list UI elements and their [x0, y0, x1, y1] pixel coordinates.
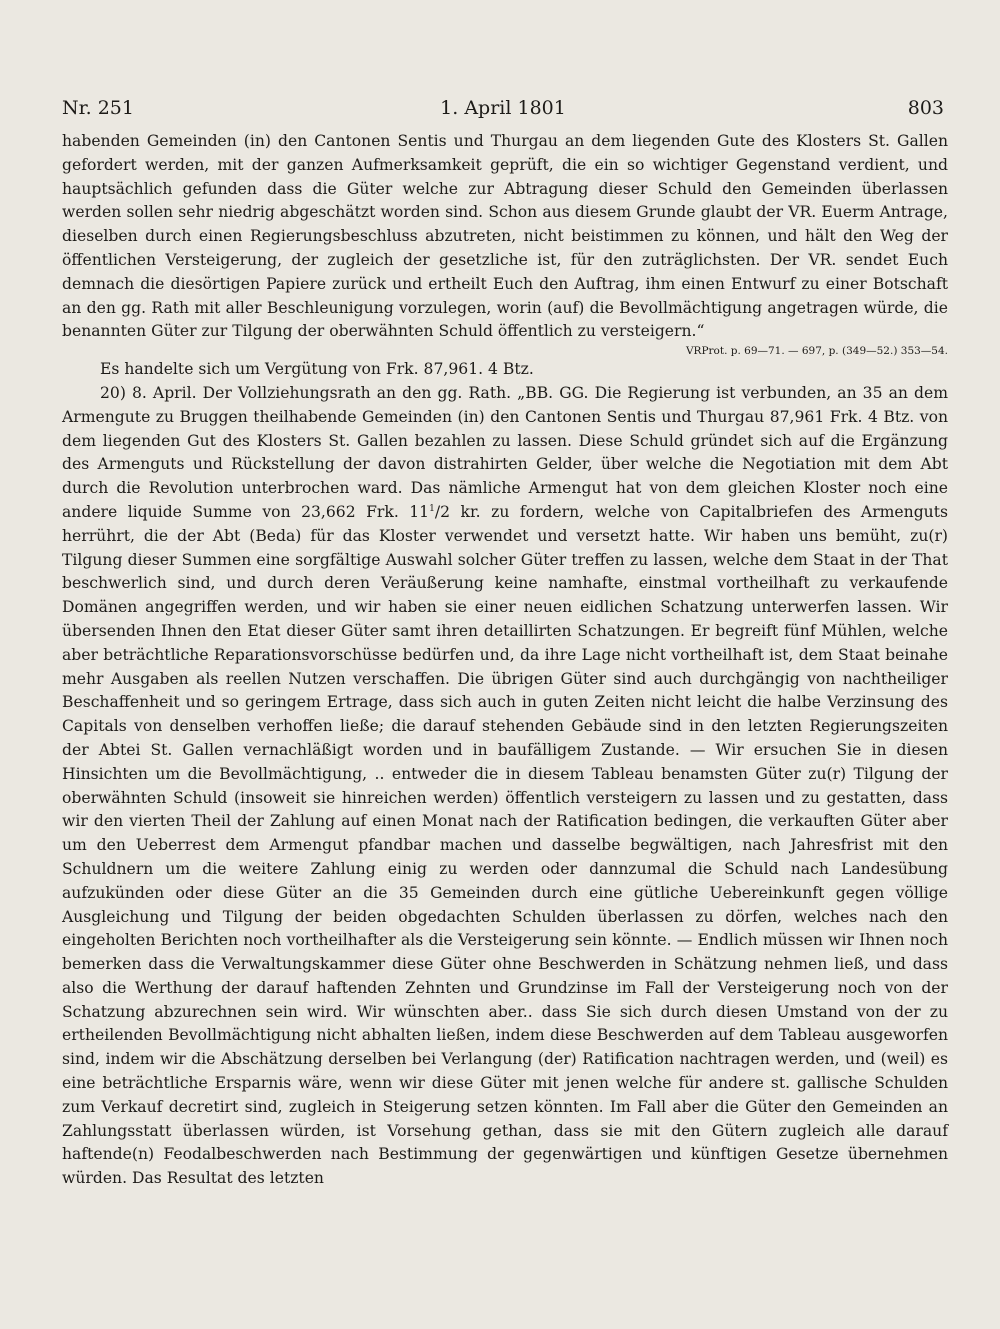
- paragraph-3: [62, 382, 948, 1191]
- paragraph-2: Es handelte sich um Vergütung von Frk. 87,961. 4 Btz.: [100, 360, 534, 379]
- paragraph-3-text-b: /2 kr. zu fordern, welche von Capitalbriefen des Armenguts herrührt, die der Abt (Beda) für das Kloster verwendet und versetzt hatte. Wir haben uns bemüht, zu(r) Tilgung dieser Summen eine sorgfältige Auswahl solcher Güter treffen zu lassen, welche dem Staat in der That beschwerlich sind, und durch deren Veräußerung keine namhafte, einstmal vortheilhaft zu verkaufende Domänen angegriffen werden, und wir haben sie einer neuen eidlichen Schatzung unterwerfen lassen. Wir übersenden Ihnen den Etat dieser Güter samt ihren detaillirten Schatzungen. Er begreift fünf Mühlen, welche aber beträchtliche Reparationsvorschüsse bedürfen und, da ihre Lage nicht vortheilhaft ist, dem Staat beinahe mehr Ausgaben als reellen Nutzen verschaffen. Die übrigen Güter sind auch durchgängig von nachtheiliger Beschaffenheit und so geringem Ertrage, dass sich auch in guten Zeiten nicht leicht die halbe Verzinsung des Capitals von denselben verhoffen ließe; die darauf stehenden Gebäude sind in den letzten Regierungszeiten der Abtei St. Gallen vernachläßigt worden und in baufälligem Zustande. — Wir ersuchen Sie in diesen Hinsichten um die Bevollmächtigung, .. entweder die in diesem Tableau benamsten Güter zu(r) Tilgung der oberwähnten Schuld (insoweit sie hinreichen werden) öffentlich versteigern zu lassen und zu gestatten, dass wir den vierten Theil der Zahlung auf einen Monat nach der Ratification bedingen, die verkauften Güter aber um den Ueberrest dem Armengut pfandbar machen und dasselbe begwältigen, nach Jahresfrist mit den Schuldnern um die weitere Zahlung einig zu werden oder dannzumal die Schuld nach Landesübung aufzukünden oder diese Güter an die 35 Gemeinden durch eine gütliche Uebereinkunft gegen völlige Ausgleichung und Tilgung der beiden obgedachten Schulden überlassen zu dörfen, welches nach den eingeholten Berichten noch vortheilhafter als die Versteigerung sein könnte. — Endlich müssen wir Ihnen noch bemerken dass die Verwaltungskammer diese Güter ohne Beschwerden in Schätzung nehmen ließ, und dass also die Werthung der darauf haftenden Zehnten und Grundzinse im Fall der Versteigerung noch von der Schatzung abzurechnen sein wird. Wir wünschten aber.. dass Sie sich durch diesen Umstand von der zu ertheilenden Bevollmächtigung nicht abhalten ließen, indem diese Beschwerden auf dem Tableau ausgeworfen sind, indem wir die Abschätzung derselben bei Verlangung (der) Ratification nachtragen werden, und (weil) es eine beträchtliche Ersparnis wäre, wenn wir diese Güter mit jenen welche für andere st. gallische Schulden zum Verkauf decretirt sind, zugleich in Steigerung setzen könnten. Im Fall aber die Güter den Gemeinden an Zahlungsstatt überlassen würden, ist Vorsehung gethan, dass sie mit den Gütern zugleich alle darauf haftende(n) Feodalbeschwerden nach Bestimmung der gegenwärtigen und künftigen Gesetze übernehmen würden. Das Resultat des letzten: [62, 502, 948, 1188]
- paragraph-3-text-a: 20) 8. April. Der Vollziehungsrath an den gg. Rath. „BB. GG. Die Regierung ist verbunden, an 35 an dem Armengute zu Bruggen theilhabende Gemeinden (in) den Cantonen Sentis und Thurgau 87,961 Frk. 4 Btz. von dem liegenden Gut des Klosters St. Gallen bezahlen zu lassen. Diese Schuld gründet sich auf die Ergänzung des Armenguts und Rückstellung der davon distrahirten Gelder, über welche die Negotiation mit dem Abt durch die Revolution unterbrochen ward. Das nämliche Armengut hat von dem gleichen Kloster noch eine andere liquide Summe von 23,662 Frk. 11: [62, 383, 948, 521]
- page-header: [62, 97, 944, 121]
- fraction-numerator: 1: [429, 503, 435, 514]
- paragraph-1: habenden Gemeinden (in) den Cantonen Sentis und Thurgau an dem liegenden Gute des Klosters St. Gallen gefordert werden, mit der ganzen Aufmerksamkeit geprüft, die ein so wichtiger Gegenstand verdient, und hauptsächlich gefunden dass die Güter welche zur Abtragung dieser Schuld den Gemeinden überlassen werden sollen sehr niedrig abgeschätzt worden sind. Schon aus diesem Grunde glaubt der VR. Euerm Antrage, dieselben durch einen Regierungsbeschluss abzutreten, nicht beistimmen zu können, und hält den Weg der öffentlichen Versteigerung, der zugleich der gesetzliche ist, für den zuträglichsten. Der VR. sendet Euch demnach die diesörtigen Papiere zurück und ertheilt Euch den Auftrag, ihm einen Entwurf zu einer Botschaft an den gg. Rath mit aller Beschleunigung vorzulegen, worin (auf) die Bevollmächtigung angetragen würde, die benannten Güter zur Tilgung der oberwähnten Schuld öffentlich zu versteigern.“: [62, 132, 948, 341]
- source-reference: VRProt. p. 69—71. — 697, p. (349—52.) 353—54.: [685, 345, 948, 358]
- page-body: [62, 130, 948, 1191]
- page-number: 803: [907, 97, 944, 119]
- document-number: Nr. 251: [62, 97, 134, 119]
- document-date: 1. April 1801: [440, 97, 566, 119]
